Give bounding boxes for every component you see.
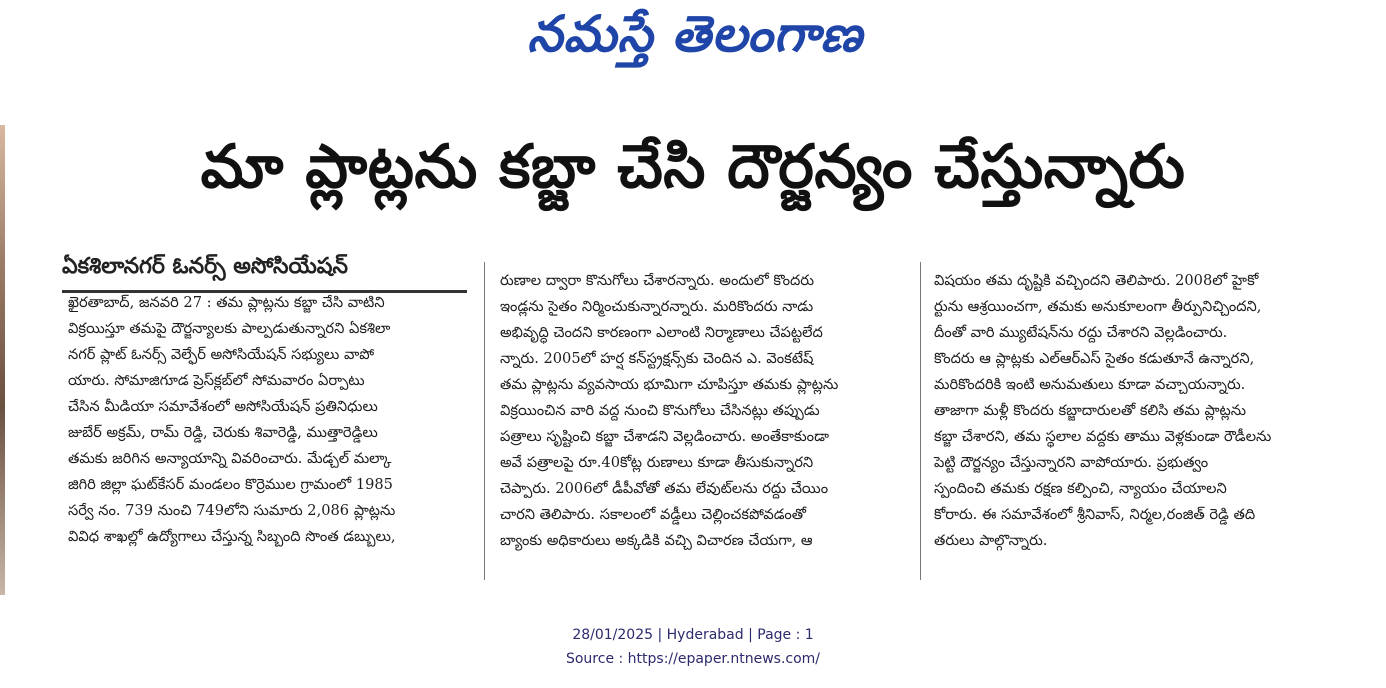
- article-line: అభివృద్ధి చెందని కారణంగా ఎలాంటి నిర్మాణాలు చేపట్టలేద: [500, 324, 823, 341]
- headline-text: మా ప్లాట్లను కబ్జా చేసి దౌర్జన్యం చేస్తున్నారు: [200, 132, 1186, 202]
- article-line: నగర్ ప్లాట్ ఓనర్స్ వెల్ఫేర్ అసోసియేషన్ సభ్యులు వాపో: [68, 346, 375, 363]
- article-line: తమకు జరిగిన అన్యాయాన్ని వివరించారు. మేడ్చల్ మల్కా: [68, 450, 392, 467]
- article-line: జిగిరి జిల్లా ఘట్‌కేసర్ మండలం కొర్రెముల గ్రామంలో 1985: [68, 476, 393, 493]
- article-line: తమ ప్లాట్లను వ్యవసాయ భూమిగా చూపిస్తూ తమకు ప్లాట్లను: [500, 376, 839, 393]
- headline: [40, 118, 1346, 230]
- article-line: ఖైరతాబాద్, జనవరి 27 : తమ ప్లాట్లను కబ్జా చేసి వాటిని: [68, 294, 385, 311]
- footer-edition-info: 28/01/2025 | Hyderabad | Page : 1: [572, 627, 814, 643]
- article-line: విషయం తమ దృష్టికి వచ్చిందని తెలిపారు. 2008లో హైకో: [934, 272, 1259, 289]
- masthead-title: నమస్తే తెలంగాణ: [527, 4, 863, 63]
- article-line: పత్రాలు సృష్టించి కబ్జా చేశాడని వెల్లడించారు. అంతేకాకుండా: [500, 428, 829, 445]
- article-line: ఇండ్లను సైతం నిర్మించుకున్నారన్నారు. మరికొందరు నాడు: [500, 298, 814, 315]
- subheading-text: ఏకశిలానగర్ ఓనర్స్ అసోసియేషన్: [62, 254, 348, 279]
- subheading: [62, 250, 472, 288]
- article-line: యారు. సోమాజిగూడ ప్రెస్‌క్లబ్‌లో సోమవారం ఏర్పాటు: [68, 372, 365, 389]
- column-divider: [484, 262, 485, 580]
- adjacent-photo-edge: [0, 125, 5, 595]
- article-line: తరులు పాల్గొన్నారు.: [934, 532, 1048, 549]
- article-line: రుణాల ద్వారా కొనుగోలు చేశారన్నారు. అందులో కొందరు: [500, 272, 814, 289]
- column-divider: [920, 262, 921, 580]
- article-line: కబ్జా చేశారని, తమ స్థలాల వద్దకు తాము వెళ్లకుండా రౌడీలను: [934, 428, 1272, 445]
- article-line: విక్రయించిన వారి వద్ద నుంచి కొనుగోలు చేసినట్లు తప్పుడు: [500, 402, 820, 419]
- article-line: విక్రయిస్తూ తమపై దౌర్జన్యాలకు పాల్పడుతున్నారని ఏకశిలా: [68, 320, 391, 337]
- article-line: కొందరు ఆ ప్లాట్లకు ఎల్ఆర్ఎస్ సైతం కడుతూనే ఉన్నారని,: [934, 350, 1255, 367]
- article-line: చెప్పారు. 2006లో డీపీవోతో తమ లేవుట్‌లను రద్దు చేయిం: [500, 480, 829, 497]
- article-line: వివిధ శాఖల్లో ఉద్యోగాలు చేస్తున్న సిబ్బంది సొంత డబ్బులు,: [68, 528, 396, 545]
- article-line: అవే పత్రాలపై రూ.40కోట్ల రుణాలు కూడా తీసుకున్నారని: [500, 454, 814, 471]
- article-line: చేసిన మీడియా సమావేశంలో అసోసియేషన్ ప్రతినిధులు: [68, 398, 378, 415]
- footer-source-link[interactable]: Source : https://epaper.ntnews.com/: [565, 651, 821, 667]
- article-line: దీంతో వారి మ్యుటేషన్‌ను రద్దు చేశారని వెల్లడించారు.: [934, 324, 1228, 341]
- article-line: తాజాగా మళ్లీ కొందరు కబ్జాదారులతో కలిసి తమ ప్లాట్లను: [934, 402, 1247, 419]
- article-line: న్నారు. 2005లో హర్ష కన్‌స్ట్రక్షన్స్‌కు చెందిన ఎ. వెంకటేష్: [500, 350, 814, 367]
- article-line: మరికొందరికి ఇంటి అనుమతులు కూడా వచ్చాయన్నారు.: [934, 376, 1246, 393]
- article-line: పెట్టి దౌర్జన్యం చేస్తున్నారని వాపోయారు. ప్రభుత్వం: [934, 454, 1209, 471]
- article-line: చారని తెలిపారు. సకాలంలో వడ్డీలు చెల్లించకపోవడంతో: [500, 506, 807, 523]
- article-line: జుబేర్ అక్రమ్, రామ్ రెడ్డి, చెరుకు శివారెడ్డి, ముత్తారెడ్డిలు: [68, 424, 378, 441]
- article-line: కోరారు. ఈ సమావేశంలో శ్రీనివాస్, నిర్మల,రంజిత్ రెడ్డి తది: [934, 506, 1256, 523]
- article-line: స్పందించి తమకు రక్షణ కల్పించి, న్యాయం చేయాలని: [934, 480, 1227, 497]
- masthead-logo: [480, 4, 910, 76]
- article-line: బ్యాంకు అధికారులు అక్కడికి వచ్చి విచారణ చేయగా, ఆ: [500, 532, 813, 549]
- article-line: ర్టును ఆశ్రయించగా, తమకు అనుకూలంగా తీర్పునిచ్చిందని,: [934, 298, 1262, 315]
- article-line: సర్వే నం. 739 నుంచి 749లోని సుమారు 2,086 ప్లాట్లను: [68, 502, 396, 519]
